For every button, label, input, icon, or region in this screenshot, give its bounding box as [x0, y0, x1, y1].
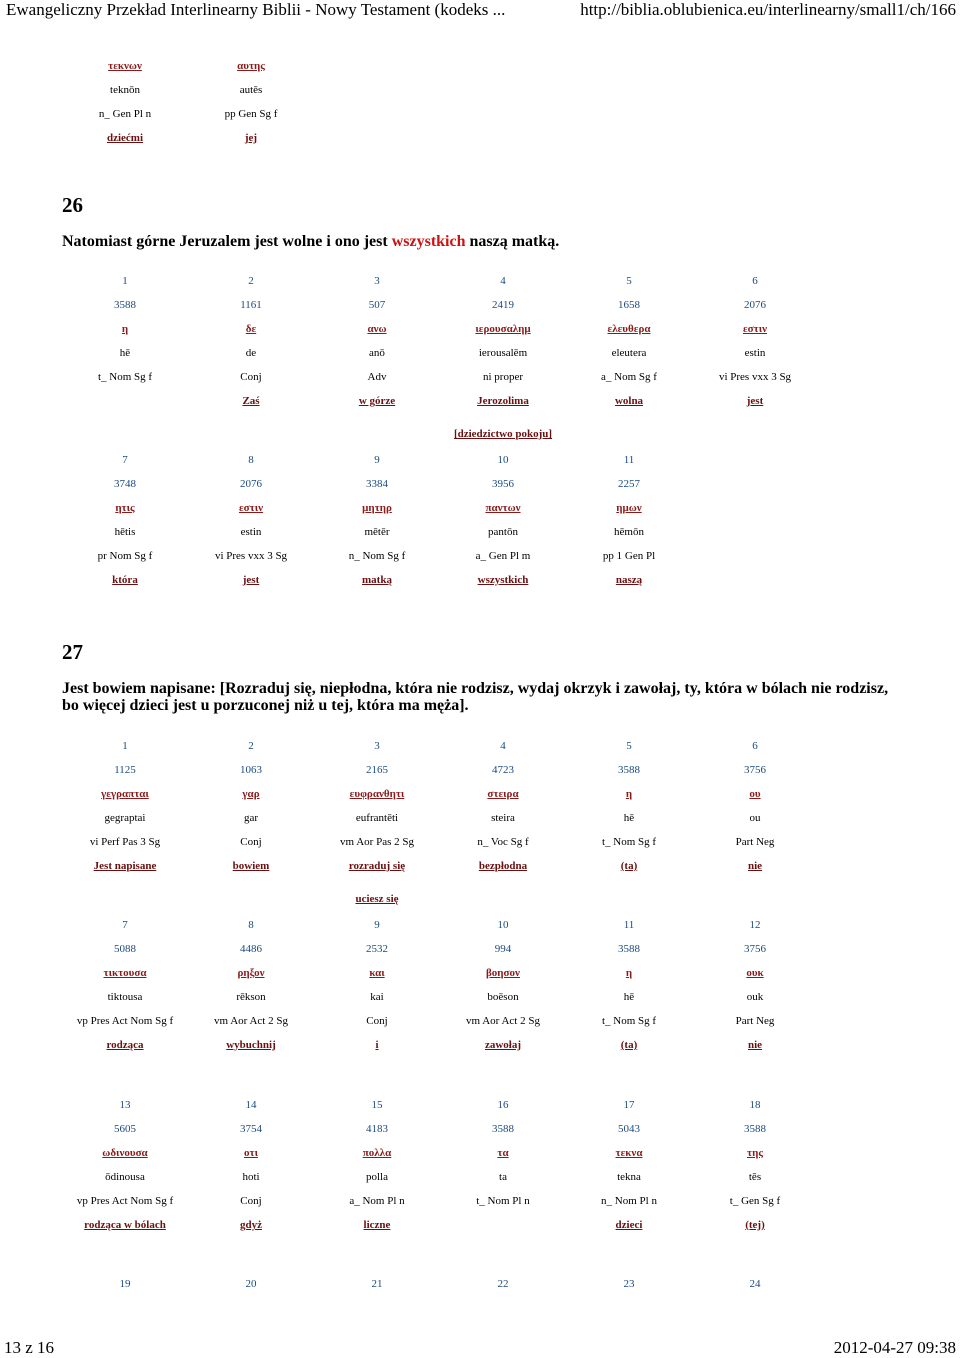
greek-word[interactable]: δε	[245, 323, 257, 335]
verse-text-line: Jest bowiem napisane: [Rozraduj się, niepłodna, która nie rodzisz, wydaj okrzyk i zawołaj, ty, która w bólach nie rodzisz,	[62, 680, 889, 697]
word-number: 3	[374, 275, 380, 287]
transliteration: kai	[370, 991, 384, 1003]
word-number: 10	[497, 454, 509, 466]
word-number: 6	[752, 740, 758, 752]
greek-word[interactable]: τεκνων	[108, 60, 142, 72]
transliteration: de	[245, 347, 257, 359]
morphology: vm Aor Act 2 Sg	[214, 1015, 288, 1027]
greek-word[interactable]: ανω	[367, 323, 387, 335]
polish-word[interactable]: wolna	[614, 395, 644, 407]
transliteration: boēson	[487, 991, 519, 1003]
word-number: 5	[626, 740, 632, 752]
word-number: 7	[122, 919, 128, 931]
morphology: a_ Nom Sg f	[601, 371, 657, 383]
word-number: 7	[122, 454, 128, 466]
strong-number: 1063	[240, 764, 262, 776]
word-number: 10	[497, 919, 509, 931]
morphology: Part Neg	[735, 836, 775, 848]
strong-number: 5605	[114, 1123, 136, 1135]
strong-number: 3384	[366, 478, 388, 490]
morphology: t_ Nom Sg f	[97, 371, 153, 383]
polish-word[interactable]: (ta)	[620, 860, 638, 872]
greek-word[interactable]: ιερουσαλημ	[475, 323, 531, 335]
transliteration: gar	[243, 812, 259, 824]
greek-word[interactable]: ωδινουσα	[102, 1147, 148, 1159]
transliteration: ouk	[746, 991, 764, 1003]
verse-number: 27	[62, 640, 83, 664]
strong-number: 3588	[744, 1123, 766, 1135]
transliteration: hē	[623, 812, 635, 824]
verse-number: 26	[62, 193, 83, 217]
strong-number: 3748	[114, 478, 136, 490]
word-number: 2	[248, 740, 254, 752]
polish-word[interactable]: (ta)	[620, 1039, 638, 1051]
transliteration: polla	[366, 1171, 388, 1183]
morphology: t_ Gen Sg f	[729, 1195, 781, 1207]
polish-word[interactable]: nie	[747, 1039, 763, 1051]
greek-word[interactable]: ημων	[616, 502, 642, 514]
word-number: 13	[119, 1099, 131, 1111]
morphology: pp Gen Sg f	[224, 108, 278, 120]
strong-number: 2165	[366, 764, 388, 776]
greek-word[interactable]: βοησον	[486, 967, 520, 979]
strong-number: 3588	[492, 1123, 514, 1135]
word-number: 6	[752, 275, 758, 287]
strong-number: 2076	[744, 299, 766, 311]
morphology: vm Aor Act 2 Sg	[466, 1015, 540, 1027]
transliteration: pantōn	[488, 526, 518, 538]
word-number: 8	[248, 454, 254, 466]
greek-word[interactable]: της	[747, 1147, 763, 1159]
transliteration: hē	[119, 347, 131, 359]
transliteration: estin	[240, 526, 262, 538]
morphology: vp Pres Act Nom Sg f	[76, 1015, 174, 1027]
greek-word[interactable]: ρηξον	[237, 967, 265, 979]
morphology: vi Pres vxx 3 Sg	[214, 550, 288, 562]
word-number: 21	[371, 1278, 383, 1290]
transliteration: ou	[749, 812, 761, 824]
greek-word[interactable]: τα	[497, 1147, 509, 1159]
word-number: 20	[245, 1278, 257, 1290]
transliteration: anō	[369, 347, 385, 359]
morphology: vm Aor Pas 2 Sg	[340, 836, 414, 848]
word-number: 3	[374, 740, 380, 752]
transliteration: ōdinousa	[105, 1171, 145, 1183]
strong-number: 5088	[114, 943, 136, 955]
verse-text	[62, 233, 922, 250]
transliteration: tiktousa	[107, 991, 143, 1003]
greek-word[interactable]: εστιν	[742, 323, 768, 335]
morphology: vi Perf Pas 3 Sg	[89, 836, 161, 848]
polish-word[interactable]: Jerozolima	[477, 395, 529, 407]
verse-highlight: wszystkich	[391, 233, 466, 250]
verse-text-part: naszą matką.	[465, 233, 560, 250]
word-number: 4	[500, 740, 506, 752]
strong-number: 5043	[618, 1123, 640, 1135]
polish-word[interactable]: rozraduj się	[348, 860, 406, 872]
morphology: Part Neg	[735, 1015, 775, 1027]
transliteration: teknōn	[110, 84, 140, 96]
morphology: t_ Nom Pl n	[476, 1195, 530, 1207]
page-counter: 13 z 16	[4, 1338, 55, 1357]
transliteration: eufrantēti	[355, 812, 399, 824]
morphology: Conj	[240, 371, 262, 383]
strong-number: 2257	[618, 478, 640, 490]
greek-word[interactable]: η	[121, 323, 129, 335]
morphology: a_ Gen Pl m	[475, 550, 531, 562]
morphology: Conj	[240, 1195, 262, 1207]
document-title: Ewangeliczny Przekład Interlinearny Biblii - Nowy Testament (kodeks ...	[6, 0, 506, 19]
strong-number: 2419	[492, 299, 514, 311]
polish-word[interactable]: dzieci	[615, 1219, 643, 1231]
transliteration: tekna	[617, 1171, 641, 1183]
word-number: 2	[248, 275, 254, 287]
word-number: 14	[245, 1099, 257, 1111]
polish-word[interactable]: matką	[362, 574, 392, 586]
polish-word[interactable]: wszystkich	[477, 574, 529, 586]
polish-word[interactable]: naszą	[615, 574, 643, 586]
transliteration: autēs	[239, 84, 263, 96]
polish-word[interactable]: liczne	[363, 1219, 391, 1231]
word-number: 1	[122, 275, 128, 287]
morphology: n_ Nom Pl n	[601, 1195, 657, 1207]
greek-word[interactable]: πολλα	[362, 1147, 392, 1159]
morphology: a_ Nom Pl n	[349, 1195, 405, 1207]
polish-word[interactable]: jest	[242, 574, 260, 586]
greek-word[interactable]: αυτης	[237, 60, 265, 72]
strong-number: 4183	[366, 1123, 388, 1135]
greek-word[interactable]: γεγραπται	[101, 788, 149, 800]
polish-word[interactable]: rodząca w bólach	[84, 1219, 166, 1231]
polish-word[interactable]: bezpłodna	[478, 860, 528, 872]
transliteration: hē	[623, 991, 635, 1003]
strong-number: 507	[368, 299, 386, 311]
polish-word[interactable]: wybuchnij	[226, 1039, 276, 1051]
polish-word[interactable]: Zaś	[242, 395, 260, 407]
transliteration: eleutera	[611, 347, 647, 359]
word-number: 19	[119, 1278, 131, 1290]
transliteration: estin	[744, 347, 766, 359]
greek-word[interactable]: στειρα	[487, 788, 519, 800]
word-number: 5	[626, 275, 632, 287]
morphology: t_ Nom Sg f	[601, 836, 657, 848]
strong-number: 4486	[240, 943, 262, 955]
verse-text-line: bo więcej dzieci jest u porzuconej niż u tej, która ma męża].	[62, 697, 469, 714]
transliteration: gegraptai	[104, 812, 146, 824]
greek-word[interactable]: εστιν	[238, 502, 264, 514]
word-number: 17	[623, 1099, 635, 1111]
morphology: Conj	[366, 1015, 388, 1027]
verse-text-part: Natomiast górne Jeruzalem jest wolne i ono jest	[62, 233, 392, 250]
greek-word[interactable]: παντων	[485, 502, 521, 514]
greek-word[interactable]: ητις	[115, 502, 135, 514]
polish-word[interactable]: zawołaj	[484, 1039, 522, 1051]
greek-word[interactable]: ου	[749, 788, 761, 800]
word-number: 1	[122, 740, 128, 752]
polish-word[interactable]: i	[375, 1039, 379, 1051]
morphology: Adv	[367, 371, 387, 383]
morphology: ni proper	[482, 371, 523, 383]
morphology: n_ Nom Sg f	[348, 550, 406, 562]
strong-number: 2532	[366, 943, 388, 955]
page-url[interactable]: http://biblia.oblubienica.eu/interlinearny/small1/ch/166	[580, 0, 956, 19]
morphology: t_ Nom Sg f	[601, 1015, 657, 1027]
morphology: vp Pres Act Nom Sg f	[76, 1195, 174, 1207]
greek-word[interactable]: ουκ	[746, 967, 764, 979]
transliteration: hētis	[114, 526, 136, 538]
transliteration: ierousalēm	[478, 347, 528, 359]
strong-number: 3956	[492, 478, 514, 490]
polish-alt-word[interactable]: [dziedzictwo pokoju]	[453, 428, 553, 440]
morphology: pp 1 Gen Pl	[602, 550, 656, 562]
word-number: 15	[371, 1099, 383, 1111]
word-number: 16	[497, 1099, 509, 1111]
verse-text	[62, 680, 922, 714]
polish-word[interactable]: Jest napisane	[93, 860, 157, 872]
morphology: n_ Voc Sg f	[477, 836, 529, 848]
polish-word[interactable]: która	[112, 574, 138, 586]
word-number: 4	[500, 275, 506, 287]
strong-number: 1658	[618, 299, 640, 311]
polish-word[interactable]: jest	[746, 395, 764, 407]
strong-number: 1161	[240, 299, 262, 311]
polish-word[interactable]: rodząca	[106, 1039, 144, 1051]
word-number: 24	[749, 1278, 761, 1290]
polish-word[interactable]: bowiem	[232, 860, 270, 872]
print-datetime: 2012-04-27 09:38	[833, 1338, 956, 1357]
strong-number: 3588	[618, 943, 640, 955]
greek-word[interactable]: τικτουσα	[103, 967, 147, 979]
morphology: pr Nom Sg f	[97, 550, 153, 562]
morphology: vi Pres vxx 3 Sg	[718, 371, 792, 383]
word-number: 22	[497, 1278, 509, 1290]
page-header	[0, 0, 960, 20]
word-number: 12	[749, 919, 761, 931]
word-number: 9	[374, 919, 380, 931]
strong-number: 3756	[744, 943, 766, 955]
word-number: 23	[623, 1278, 635, 1290]
greek-word[interactable]: ελευθερα	[607, 323, 651, 335]
strong-number: 2076	[240, 478, 262, 490]
word-number: 8	[248, 919, 254, 931]
strong-number: 4723	[492, 764, 514, 776]
strong-number: 3754	[240, 1123, 262, 1135]
greek-word[interactable]: η	[625, 788, 633, 800]
greek-word[interactable]: τεκνα	[615, 1147, 643, 1159]
greek-word[interactable]: γαρ	[242, 788, 260, 800]
strong-number: 994	[494, 943, 512, 955]
word-number: 11	[623, 919, 635, 931]
polish-word[interactable]: dziećmi	[106, 132, 144, 144]
polish-word[interactable]: gdyż	[240, 1219, 262, 1231]
strong-number: 1125	[114, 764, 136, 776]
strong-number: 3588	[618, 764, 640, 776]
transliteration: hēmōn	[614, 526, 644, 538]
transliteration: rēkson	[236, 991, 266, 1003]
polish-word[interactable]: w górze	[358, 395, 396, 407]
polish-word[interactable]: jej	[244, 132, 258, 144]
transliteration: ta	[499, 1171, 507, 1183]
word-number: 18	[749, 1099, 761, 1111]
polish-alt-word[interactable]: uciesz się	[355, 893, 399, 905]
morphology: n_ Gen Pl n	[98, 108, 152, 120]
transliteration: steira	[491, 812, 515, 824]
strong-number: 3588	[114, 299, 136, 311]
transliteration: tēs	[748, 1171, 762, 1183]
strong-number: 3756	[744, 764, 766, 776]
greek-word[interactable]: ευφρανθητι	[349, 788, 405, 800]
transliteration: hoti	[242, 1171, 260, 1183]
polish-word[interactable]: (tej)	[745, 1219, 765, 1231]
greek-word[interactable]: μητηρ	[362, 502, 392, 514]
greek-word[interactable]: και	[369, 967, 385, 979]
word-number: 9	[374, 454, 380, 466]
polish-word[interactable]: nie	[747, 860, 763, 872]
greek-word[interactable]: η	[625, 967, 633, 979]
transliteration: mētēr	[364, 526, 390, 538]
morphology: Conj	[240, 836, 262, 848]
greek-word[interactable]: οτι	[244, 1147, 258, 1159]
word-number: 11	[623, 454, 635, 466]
